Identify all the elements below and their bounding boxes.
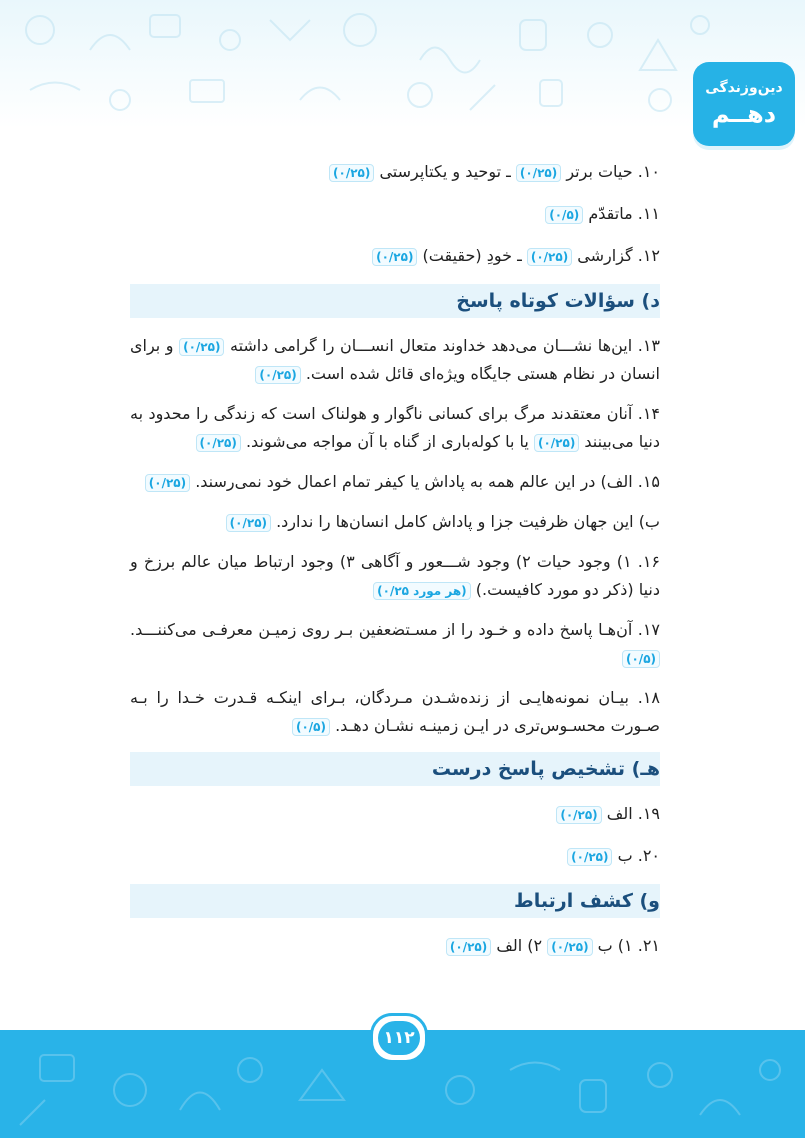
score-badge: (۰/۲۵) [179,338,224,356]
answer-13: ۱۳. این‌ها نشـــان می‌دهد خداوند متعال انســـان را گرامی داشته (۰/۲۵) و برای انسان در نظام هستی جایگاه ویژه‌ای قائل شده است. (۰/۲۵) [130,336,661,383]
subject-badge [693,62,795,146]
score-badge: (۰/۲۵) [145,474,190,492]
answer-20: ۲۰. ب (۰/۲۵) [130,842,660,870]
score-badge: (۰/۲۵) [372,248,417,266]
score-badge: (۰/۲۵) [446,938,491,956]
answer-16: ۱۶. ۱) وجود حیات ۲) وجود شـــعور و آگاهی ۳) وجود ارتباط میان عالم برزخ و دنیا (ذکر دو مورد کافیست.) (هر مورد ۰/۲۵) [130,552,660,599]
answer-19: ۱۹. الف (۰/۲۵) [130,800,660,828]
score-badge: (۰/۲۵) [226,514,271,532]
doodle-pattern-icon [0,0,805,128]
section-heading-h [130,752,660,786]
section-title: د) سؤالات کوتاه پاسخ [456,290,660,312]
answer-18: ۱۸. بیـان نمونه‌هایـی از زنده‌شـدن مـردگان، بـرای اینکـه قـدرت خـدا را بـه صـورت محسـوس‌تری در ایـن زمینـه نشـان دهـد. (۰/۵) [130,688,660,735]
section-heading-d [130,284,660,318]
header-pattern [0,0,805,128]
answer-12: ۱۲. گزارشی (۰/۲۵) ـ خودِ (حقیقت) (۰/۲۵) [130,242,660,270]
answer-10: ۱۰. حیات برتر (۰/۲۵) ـ توحید و یکتاپرستی (۰/۲۵) [130,158,660,186]
page-number: ۱۱۲ [378,1021,420,1055]
score-badge: (۰/۲۵) [556,806,601,824]
score-badge: (۰/۲۵) [527,248,572,266]
answer-15-a: ۱۵. الف) در این عالم همه به پاداش یا کیفر تمام اعمال خود نمی‌رسند. (۰/۲۵) [130,468,660,496]
score-badge: (۰/۲۵) [255,366,300,384]
badge-grade: دهــم [711,100,777,128]
section-title: و) کشف ارتباط [514,890,660,912]
section-title: هـ) تشخیص پاسخ درست [431,758,660,780]
answer-17: ۱۷. آن‌هـا پاسخ داده و خـود را از مسـتضعفین بـر روی زمیـن معرفـی می‌کننـــد. (۰/۵) [130,620,660,666]
score-badge: (۰/۲۵) [567,848,612,866]
score-badge: (۰/۵) [622,650,660,668]
score-badge: (۰/۵) [545,206,583,224]
answer-11: ۱۱. ماتقدّم (۰/۵) [130,200,660,228]
answer-15-b: ب) این جهان ظرفیت جزا و پاداش کامل انسان‌ها را ندارد. (۰/۲۵) [130,508,660,536]
score-badge: (۰/۵) [292,718,330,736]
answer-content [130,158,660,974]
score-badge: (۰/۲۵) [329,164,374,182]
badge-subject: دین‌وزندگی [705,80,783,96]
answer-21: ۲۱. ۱) ب (۰/۲۵) ۲) الف (۰/۲۵) [130,932,660,960]
score-badge: (هر مورد ۰/۲۵) [373,582,471,600]
score-badge: (۰/۲۵) [196,434,241,452]
score-badge: (۰/۲۵) [516,164,561,182]
answer-14: ۱۴. آنان معتقدند مرگ برای کسانی ناگوار و هولناک است که زندگی را محدود به دنیا می‌بینند (۰/۲۵) یا با کوله‌باری از گناه با آن مواجه می‌شوند. (۰/۲۵) [130,404,660,451]
section-heading-v [130,884,660,918]
score-badge: (۰/۲۵) [534,434,579,452]
score-badge: (۰/۲۵) [547,938,592,956]
page-number-badge [370,1013,428,1063]
